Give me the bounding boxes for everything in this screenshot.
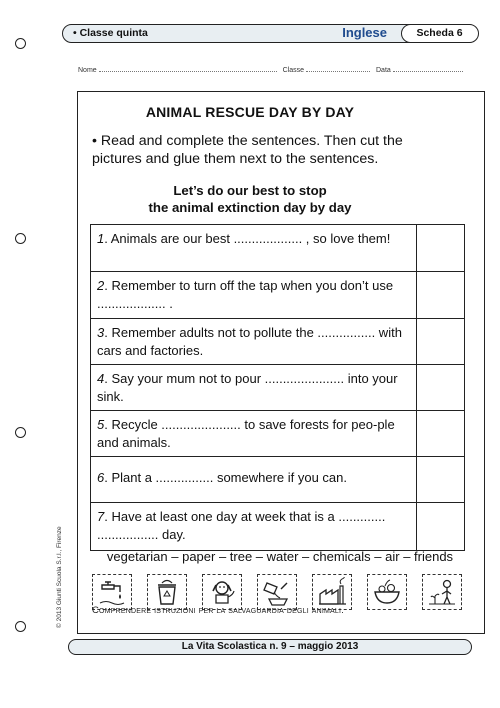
sentence-row (90, 503, 465, 551)
tap-icon (96, 577, 128, 607)
sentence-text: 4. Say your mum not to pour ...................... into your sink. (91, 365, 417, 410)
worksheet-title: ANIMAL RESCUE DAY BY DAY (145, 104, 355, 120)
slogan-line-1: Let’s do our best to stop (173, 183, 327, 198)
sentence-text: 2. Remember to turn off the tap when you don’t use ................... . (91, 272, 417, 318)
header-bar (62, 24, 478, 43)
pouring-can-icon (261, 577, 293, 607)
cut-out-picture[interactable] (367, 574, 407, 610)
picture-glue-box[interactable] (417, 365, 464, 410)
dog-icon (206, 577, 238, 607)
binder-hole-upper (15, 233, 26, 244)
sentence-row (90, 319, 465, 365)
footer-bar: La Vita Scolastica n. 9 – maggio 2013 (68, 639, 472, 655)
picture-glue-box[interactable] (417, 319, 464, 364)
name-field[interactable] (99, 64, 277, 72)
class-label: Classe (282, 67, 305, 74)
class-level: • Classe quinta (73, 27, 148, 39)
word-bank: vegetarian – paper – tree – water – chemicals – air – friends (106, 549, 454, 564)
sentence-text: 1. Animals are our best ................... , so love them! (91, 225, 417, 271)
instruction-text: • Read and complete the sentences. Then cut the pictures and glue them next to the sentences. (92, 133, 403, 167)
binder-hole-top (15, 38, 26, 49)
sentence-row (90, 272, 465, 319)
sentence-text: 3. Remember adults not to pollute the ................ with cars and factories. (91, 319, 417, 364)
picture-glue-box[interactable] (417, 457, 464, 502)
sheet-number: Scheda 6 (401, 24, 479, 43)
copyright-credit: © 2013 Giunti Scuola S.r.l., Firenze (56, 526, 63, 628)
slogan-line-2: the animal extinction day by day (148, 200, 352, 215)
slogan (0, 182, 500, 216)
name-label: Nome (78, 67, 97, 74)
sentence-row (90, 411, 465, 457)
sentence-row (90, 457, 465, 503)
factory-icon (316, 577, 348, 607)
cut-out-picture[interactable] (422, 574, 462, 610)
class-field[interactable] (306, 64, 370, 72)
sentence-text: 6. Plant a ................ somewhere if you can. (91, 457, 417, 502)
sentence-row (90, 224, 465, 272)
picture-glue-box[interactable] (417, 272, 464, 318)
recycle-bin-icon (151, 577, 183, 607)
picture-glue-box[interactable] (417, 225, 464, 271)
sentence-table (90, 224, 465, 551)
subject-label: Inglese (342, 25, 387, 40)
sentence-row (90, 365, 465, 411)
learning-objective: Comprendere istruzioni per la salvaguardia degli animali. (92, 605, 344, 616)
picture-glue-box[interactable] (417, 411, 464, 456)
student-fields (78, 64, 474, 74)
date-label: Data (376, 67, 391, 74)
picture-glue-box[interactable] (417, 503, 464, 550)
sentence-text: 7. Have at least one day at week that is a ............. ................. day. (91, 503, 417, 550)
salad-bowl-icon (371, 577, 403, 607)
binder-hole-bottom (15, 621, 26, 632)
child-planting-icon (426, 577, 458, 607)
binder-hole-lower (15, 427, 26, 438)
date-field[interactable] (393, 64, 463, 72)
sentence-text: 5. Recycle ...................... to save forests for peo-ple and animals. (91, 411, 417, 456)
